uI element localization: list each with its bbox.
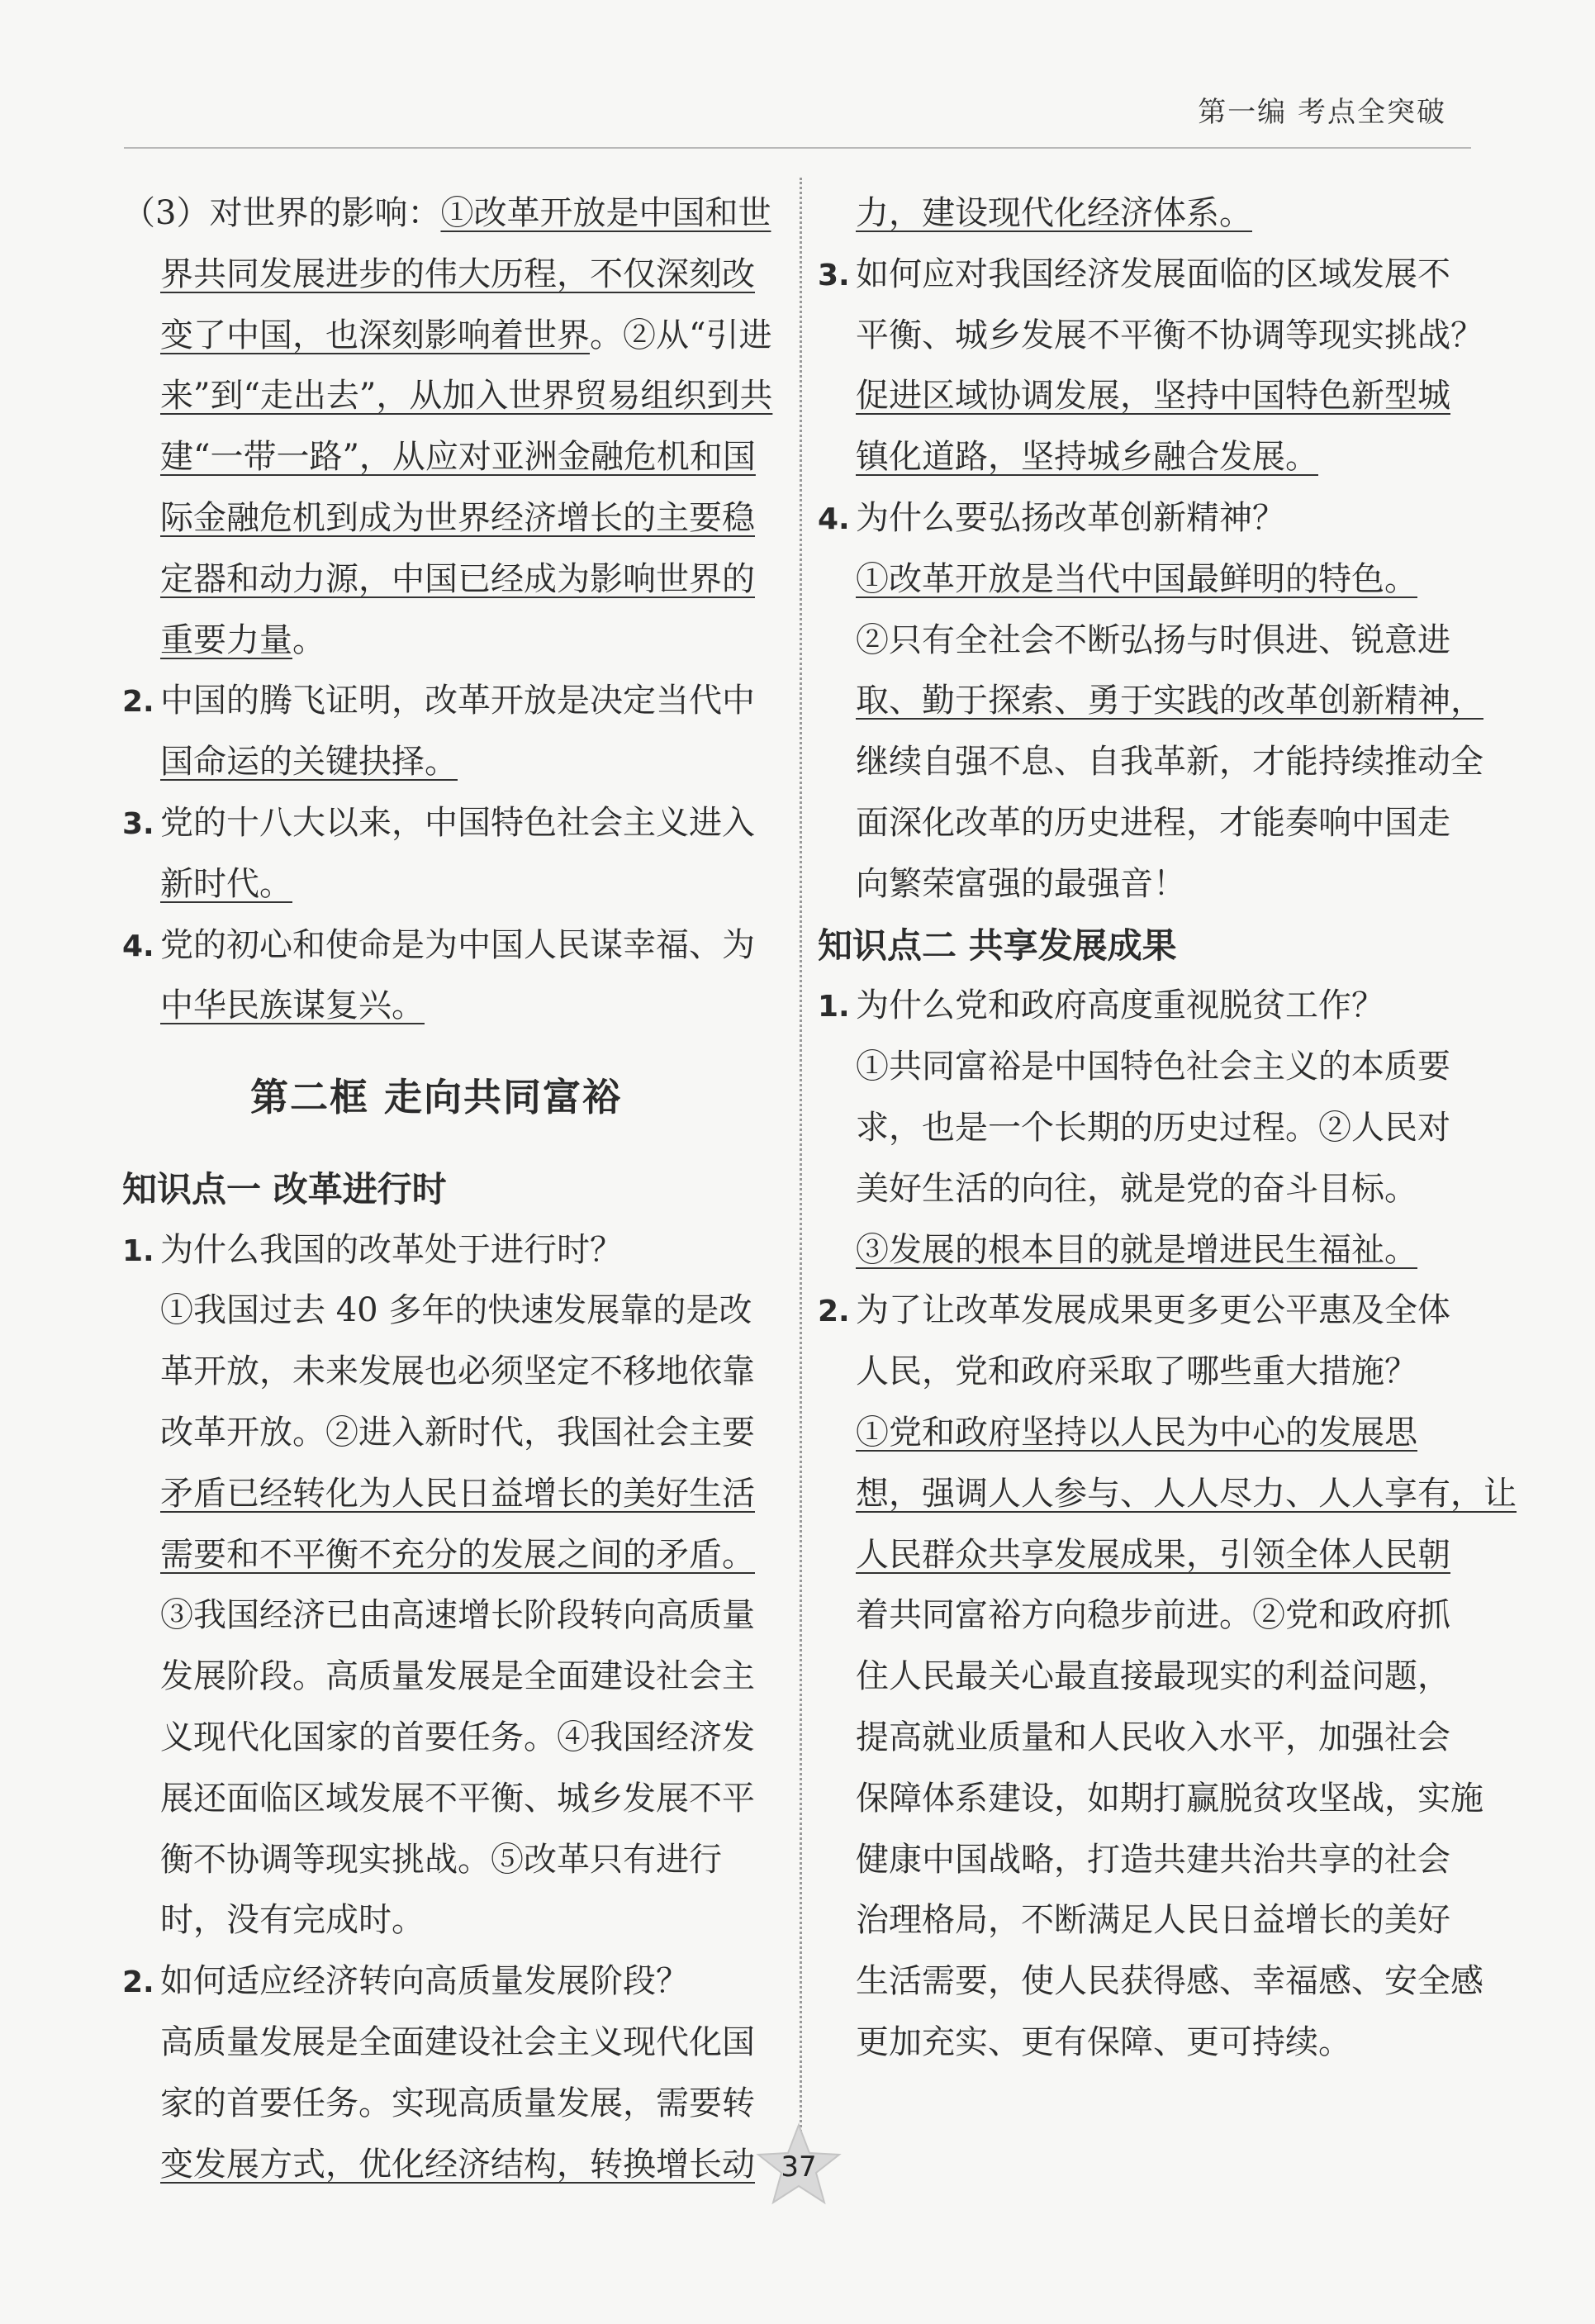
section-title: 第二框 走向共同富裕	[249, 1075, 622, 1120]
answer-line: ①改革开放是当代中国最鲜明的特色。	[856, 559, 1417, 598]
answer-line: 展还面临区域发展不平衡、城乡发展不平	[160, 1779, 755, 1818]
right-column	[818, 183, 1517, 2074]
text-line: 国命运的关键抉择。	[160, 743, 458, 782]
answer-line: 促进区域协调发展，坚持中国特色新型城	[856, 377, 1450, 416]
text-line: （3）对世界的影响：①改革开放是中国和世	[122, 194, 771, 232]
running-header: 第一编 考点全突破	[1198, 96, 1446, 129]
answer-line: 继续自强不息、自我革新，才能持续推动全	[856, 743, 1483, 782]
knowledge-point-title: 知识点二 共享发展成果	[818, 924, 1177, 966]
answer-line: 更加充实、更有保障、更可持续。	[856, 2022, 1351, 2061]
question-line: 3. 党的十八大以来，中国特色社会主义进入	[122, 803, 755, 842]
answer-line: 住人民最关心最直接最现实的利益问题，	[856, 1657, 1450, 1696]
page-number-badge	[753, 2122, 844, 2212]
text-line: 建“一带一路”，从应对亚洲金融危机和国	[160, 438, 756, 477]
answer-line: 健康中国战略，打造共建共治共享的社会	[856, 1840, 1450, 1879]
answer-line: 家的首要任务。实现高质量发展，需要转	[160, 2084, 755, 2122]
answer-line: 治理格局，不断满足人民日益增长的美好	[856, 1901, 1450, 1940]
question-line: 1. 为什么我国的改革处于进行时？	[122, 1230, 623, 1269]
text-line: 中华民族谋复兴。	[160, 986, 425, 1025]
question-line: 2. 中国的腾飞证明，改革开放是决定当代中	[122, 682, 755, 720]
answer-line: 求，也是一个长期的历史过程。②人民对	[856, 1108, 1450, 1147]
answer-line: 力，建设现代化经济体系。	[856, 194, 1252, 232]
answer-line: 需要和不平衡不充分的发展之间的矛盾。	[160, 1535, 755, 1574]
answer-line: 生活需要，使人民获得感、幸福感、安全感	[856, 1962, 1483, 2001]
question-line: 平衡、城乡发展不平衡不协调等现实挑战？	[856, 316, 1483, 354]
page-number: 37	[781, 2151, 817, 2184]
answer-line: ①我国过去 40 多年的快速发展靠的是改	[160, 1291, 752, 1330]
answer-line: 向繁荣富强的最强音！	[856, 864, 1186, 903]
column-divider	[800, 178, 802, 2171]
text-line: 变了中国，也深刻影响着世界。②从“引进	[160, 316, 772, 354]
text-line: 新时代。	[160, 864, 292, 903]
answer-line: 时，没有完成时。	[160, 1901, 425, 1940]
answer-line: 矛盾已经转化为人民日益增长的美好生活	[160, 1474, 755, 1513]
question-line: 4. 为什么要弘扬改革创新精神？	[818, 498, 1285, 537]
answer-line: 改革开放。②进入新时代，我国社会主要	[160, 1413, 755, 1452]
answer-line: 发展阶段。高质量发展是全面建设社会主	[160, 1657, 755, 1696]
header-rule	[124, 147, 1471, 149]
answer-line: 人民群众共享发展成果，引领全体人民朝	[856, 1535, 1450, 1574]
answer-line: 高质量发展是全面建设社会主义现代化国	[160, 2022, 755, 2061]
question-line: 1. 为什么党和政府高度重视脱贫工作？	[818, 986, 1384, 1025]
text-line: 来”到“走出去”，从加入世界贸易组织到共	[160, 377, 773, 416]
answer-line: 提高就业质量和人民收入水平，加强社会	[856, 1718, 1450, 1756]
answer-line: ①共同富裕是中国特色社会主义的本质要	[856, 1048, 1450, 1086]
knowledge-point-title: 知识点一 改革进行时	[122, 1168, 447, 1210]
answer-line: 义现代化国家的首要任务。④我国经济发	[160, 1718, 755, 1756]
answer-line: ③我国经济已由高速增长阶段转向高质量	[160, 1596, 755, 1635]
left-column	[122, 183, 773, 2195]
question-line: 2. 为了让改革发展成果更多更公平惠及全体	[818, 1291, 1450, 1330]
answer-line: 变发展方式，优化经济结构，转换增长动	[160, 2145, 755, 2184]
answer-line: ①党和政府坚持以人民为中心的发展思	[856, 1413, 1417, 1452]
answer-line: 着共同富裕方向稳步前进。②党和政府抓	[856, 1596, 1450, 1635]
text-line: 际金融危机到成为世界经济增长的主要稳	[160, 498, 755, 537]
answer-line: 美好生活的向往，就是党的奋斗目标。	[856, 1169, 1417, 1208]
answer-line: 保障体系建设，如期打赢脱贫攻坚战，实施	[856, 1779, 1483, 1818]
text-line: 界共同发展进步的伟大历程，不仅深刻改	[160, 254, 755, 293]
text-line: 定器和动力源，中国已经成为影响世界的	[160, 559, 755, 598]
answer-line: ②只有全社会不断弘扬与时俱进、锐意进	[856, 620, 1450, 659]
question-line: 2. 如何适应经济转向高质量发展阶段？	[122, 1962, 689, 2001]
answer-line: 革开放，未来发展也必须坚定不移地依靠	[160, 1352, 755, 1391]
answer-line: 取、勤于探索、勇于实践的改革创新精神，	[856, 682, 1483, 720]
answer-line: 衡不协调等现实挑战。⑤改革只有进行	[160, 1840, 722, 1879]
answer-line: ③发展的根本目的就是增进民生福祉。	[856, 1230, 1417, 1269]
question-line: 人民，党和政府采取了哪些重大措施？	[856, 1352, 1417, 1391]
answer-line: 想，强调人人参与、人人尽力、人人享有，让	[856, 1474, 1517, 1513]
question-line: 4. 党的初心和使命是为中国人民谋幸福、为	[122, 925, 755, 964]
text-line: 重要力量。	[160, 620, 325, 659]
answer-line: 镇化道路，坚持城乡融合发展。	[856, 438, 1318, 477]
question-line: 3. 如何应对我国经济发展面临的区域发展不	[818, 254, 1450, 293]
answer-line: 面深化改革的历史进程，才能奏响中国走	[856, 803, 1450, 842]
